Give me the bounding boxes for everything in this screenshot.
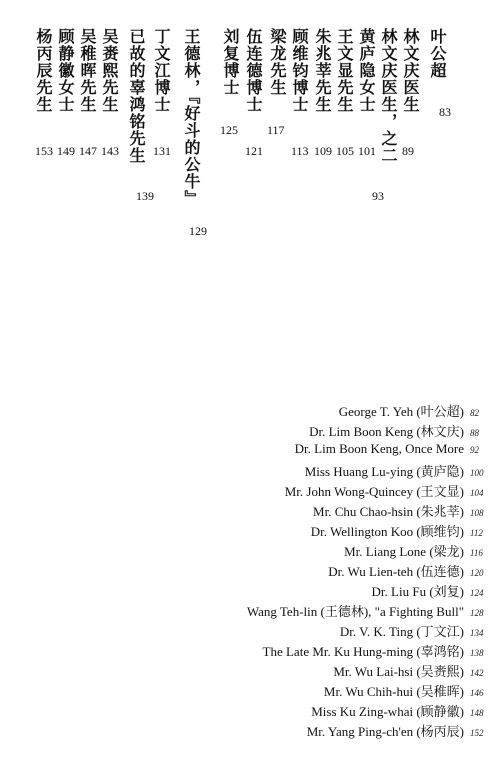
cn-toc-title: 梁龙先生 — [268, 28, 287, 96]
cn-toc-page-number: 149 — [57, 144, 75, 158]
cn-toc-page-number: 113 — [291, 144, 309, 158]
en-toc-row — [0, 521, 500, 541]
cn-toc-title: 丁文江博士 — [152, 28, 171, 113]
cn-toc-title: 林文庆医生，之二 — [379, 28, 398, 164]
cn-toc-title: 顾静徽女士 — [56, 28, 75, 113]
en-toc-page-number: 124 — [470, 588, 484, 598]
en-toc-title: Dr. Liu Fu (刘复) — [371, 584, 464, 599]
cn-toc-title: 杨丙辰先生 — [34, 28, 53, 113]
cn-toc-page-number: 83 — [439, 105, 451, 119]
en-toc-page-number: 138 — [470, 648, 484, 658]
en-toc-title: Dr. Lim Boon Keng, Once More — [294, 441, 464, 456]
en-toc-row — [0, 701, 500, 721]
cn-toc-title: 叶公超 — [428, 28, 447, 79]
en-toc-row — [0, 461, 500, 481]
cn-toc-title: 吴赉熙先生 — [100, 28, 119, 113]
cn-toc-page-number: 105 — [336, 144, 354, 158]
en-toc-title: The Late Mr. Ku Hung-ming (辜鸿铭) — [262, 644, 464, 659]
en-toc-title: Mr. Chu Chao-hsin (朱兆莘) — [313, 504, 464, 519]
en-toc-row — [0, 681, 500, 701]
cn-toc-title: 林文庆医生 — [401, 28, 420, 113]
cn-toc-page-number: 109 — [314, 144, 332, 158]
en-toc-row — [0, 561, 500, 581]
en-toc-title: Dr. Wu Lien-teh (伍连德) — [328, 564, 464, 579]
cn-toc-title: 黄庐隐女士 — [357, 28, 376, 113]
en-toc-row — [0, 601, 500, 621]
en-toc-row — [0, 501, 500, 521]
cn-toc-title: 吴稚晖先生 — [78, 28, 97, 113]
en-toc-page-number: 146 — [470, 688, 484, 698]
en-toc-row — [0, 401, 500, 421]
en-toc-title: Wang Teh-lin (王德林), "a Fighting Bull" — [246, 604, 464, 619]
cn-toc-title: 伍连德博士 — [244, 28, 263, 113]
cn-toc-page-number: 143 — [101, 144, 119, 158]
en-toc-row — [0, 441, 500, 461]
en-toc-title: Dr. V. K. Ting (丁文江) — [339, 624, 464, 639]
en-toc-page-number: 142 — [470, 668, 484, 678]
en-toc-title: Mr. Wu Lai-hsi (吴赉熙) — [333, 664, 464, 679]
en-toc-title: George T. Yeh (叶公超) — [338, 404, 464, 419]
en-toc-page-number: 82 — [470, 408, 479, 418]
en-toc-page-number: 152 — [470, 728, 484, 738]
en-toc-row — [0, 621, 500, 641]
cn-toc-page-number: 129 — [189, 224, 207, 238]
cn-toc-page-number: 139 — [136, 189, 154, 203]
en-toc-page-number: 108 — [470, 508, 484, 518]
cn-toc-title: 已故的辜鸿铭先生 — [127, 28, 146, 164]
cn-toc-title: 王德林，『好斗的公牛』 — [182, 28, 201, 207]
en-toc-title: Miss Huang Lu-ying (黄庐隐) — [304, 464, 464, 479]
cn-toc-page-number: 121 — [245, 144, 263, 158]
en-toc-row — [0, 481, 500, 501]
cn-toc-title: 王文显先生 — [335, 28, 354, 113]
cn-toc-page-number: 93 — [372, 189, 384, 203]
cn-toc-title: 顾维钧博士 — [290, 28, 309, 113]
cn-toc-page-number: 101 — [358, 144, 376, 158]
en-toc-page-number: 148 — [470, 708, 484, 718]
en-toc-row — [0, 541, 500, 561]
en-toc-row — [0, 641, 500, 661]
en-toc-title: Miss Ku Zing-whai (顾静徽) — [311, 704, 464, 719]
en-toc-page-number: 112 — [470, 528, 483, 538]
en-toc-page-number: 100 — [470, 468, 484, 478]
en-toc-row — [0, 721, 500, 741]
cn-toc-page-number: 125 — [220, 123, 238, 137]
en-toc-title: Mr. John Wong-Quincey (王文显) — [284, 484, 464, 499]
cn-toc-page-number: 89 — [402, 144, 414, 158]
en-toc-title: Mr. Liang Lone (梁龙) — [344, 544, 464, 559]
en-toc-page-number: 92 — [470, 445, 479, 455]
en-toc-row — [0, 421, 500, 441]
cn-toc-page-number: 153 — [35, 144, 53, 158]
en-toc-page-number: 104 — [470, 488, 484, 498]
en-toc-title: Mr. Yang Ping-ch'en (杨丙辰) — [306, 724, 464, 739]
cn-toc-title: 刘复博士 — [221, 28, 240, 96]
en-toc-title: Dr. Lim Boon Keng (林文庆) — [309, 424, 464, 439]
cn-toc-page-number: 147 — [79, 144, 97, 158]
en-toc-page-number: 128 — [470, 608, 484, 618]
en-toc-row — [0, 661, 500, 681]
en-toc-title: Dr. Wellington Koo (顾维钧) — [310, 524, 464, 539]
cn-toc-page-number: 117 — [267, 123, 285, 137]
cn-toc-page-number: 131 — [153, 144, 171, 158]
en-toc-title: Mr. Wu Chih-hui (吴稚晖) — [323, 684, 464, 699]
en-toc-page-number: 120 — [470, 568, 484, 578]
cn-toc-title: 朱兆莘先生 — [313, 28, 332, 113]
en-toc-row — [0, 581, 500, 601]
en-toc-page-number: 116 — [470, 548, 483, 558]
en-toc-page-number: 134 — [470, 628, 484, 638]
en-toc-page-number: 88 — [470, 428, 479, 438]
